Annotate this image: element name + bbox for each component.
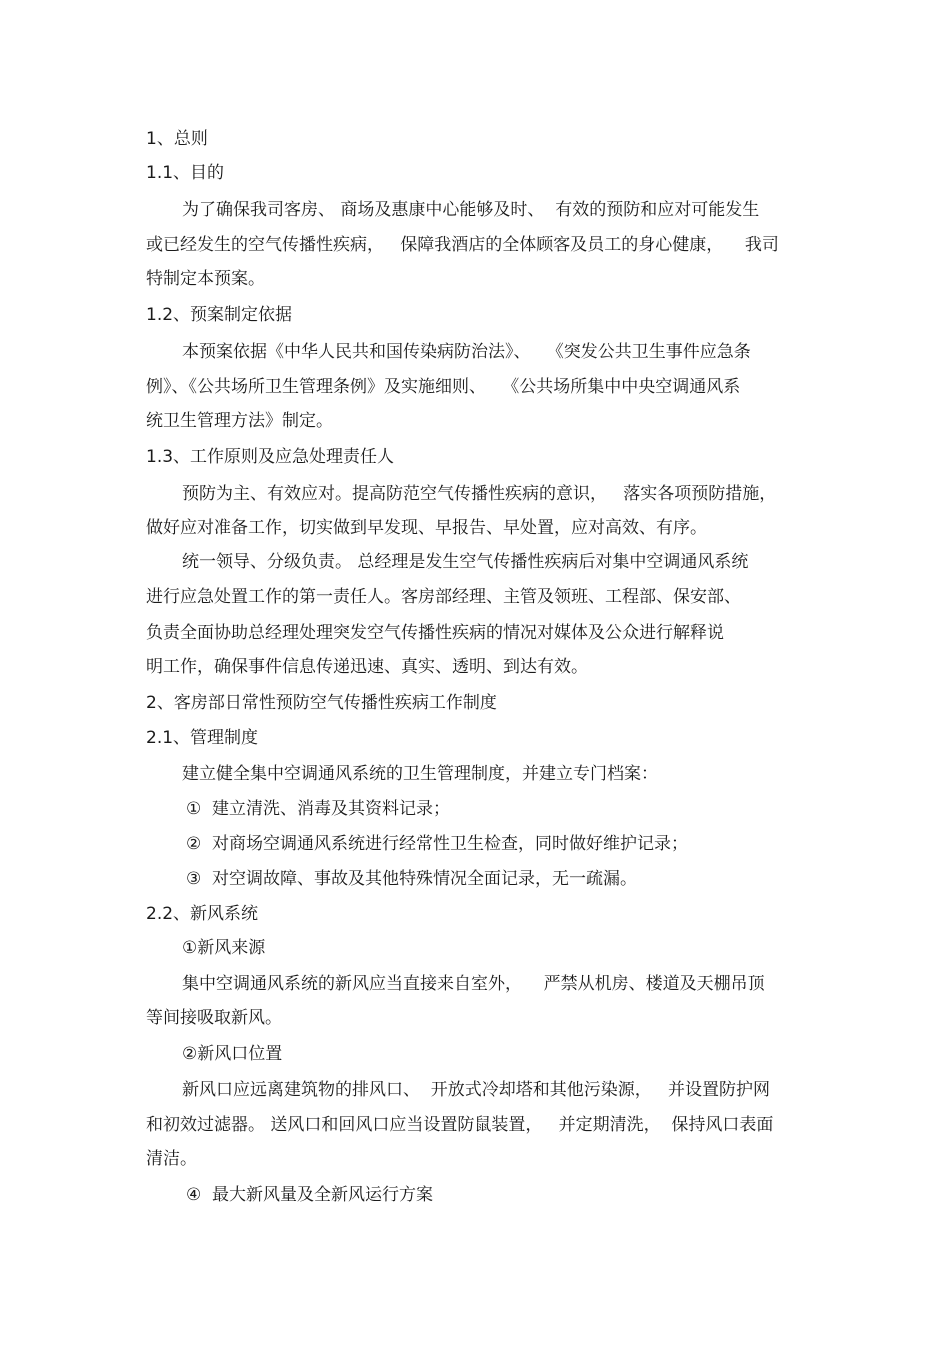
paragraph-line: 预防为主、有效应对。提高防范空气传播性疾病的意识， 落实各项预防措施， [182,484,777,504]
paragraph-line: 明工作，确保事件信息传递迅速、真实、透明、到达有效。 [146,657,588,677]
paragraph-line: 新风口应远离建筑物的排风口、 开放式冷却塔和其他污染源， 并设置防护网 [182,1080,771,1100]
list-item: ① 建立清洗、消毒及其资料记录； [186,799,451,819]
heading-general: 1、总则 [146,129,208,149]
paragraph-line: 统一领导、分级负责。 总经理是发生空气传播性疾病后对集中空调通风系统 [182,552,749,572]
paragraph-line: 等间接吸取新风。 [146,1008,282,1028]
subheading: ②新风口位置 [182,1044,283,1064]
paragraph-line: 本预案依据《中华人民共和国传染病防治法》、 《突发公共卫生事件应急条 [182,342,751,362]
paragraph-line: 为了确保我司客房、 商场及惠康中心能够及时、 有效的预防和应对可能发生 [182,200,760,220]
paragraph-line: 做好应对准备工作，切实做到早发现、早报告、早处置，应对高效、有序。 [146,518,707,538]
paragraph-line: 和初效过滤器。 送风口和回风口应当设置防鼠装置， 并定期清洗， 保持风口表面 [146,1115,774,1135]
subheading: ④ 最大新风量及全新风运行方案 [186,1185,434,1205]
paragraph-line: 特制定本预案。 [146,269,265,289]
heading-section-2: 2、客房部日常性预防空气传播性疾病工作制度 [146,693,497,713]
paragraph-line: 集中空调通风系统的新风应当直接来自室外， 严禁从机房、楼道及天棚吊顶 [182,974,765,994]
heading-management: 2.1、管理制度 [146,728,259,748]
paragraph-line: 清洁。 [146,1149,197,1169]
heading-purpose: 1.1、目的 [146,163,225,183]
heading-basis: 1.2、预案制定依据 [146,305,293,325]
paragraph-line: 或已经发生的空气传播性疾病， 保障我酒店的全体顾客及员工的身心健康， 我司 [146,235,779,255]
heading-fresh-air: 2.2、新风系统 [146,904,259,924]
list-item: ③ 对空调故障、事故及其他特殊情况全面记录，无一疏漏。 [186,869,638,889]
subheading: ①新风来源 [182,938,266,958]
paragraph-line: 建立健全集中空调通风系统的卫生管理制度，并建立专门档案： [182,764,658,784]
list-item: ② 对商场空调通风系统进行经常性卫生检查，同时做好维护记录； [186,834,689,854]
paragraph-line: 例》、《公共场所卫生管理条例》及实施细则、 《公共场所集中中央空调通风系 [146,377,741,397]
paragraph-line: 负责全面协助总经理处理突发空气传播性疾病的情况对媒体及公众进行解释说 [146,623,724,643]
paragraph-line: 统卫生管理方法》制定。 [146,411,333,431]
heading-principles: 1.3、工作原则及应急处理责任人 [146,447,395,467]
paragraph-line: 进行应急处置工作的第一责任人。客房部经理、主管及领班、工程部、保安部、 [146,587,741,607]
